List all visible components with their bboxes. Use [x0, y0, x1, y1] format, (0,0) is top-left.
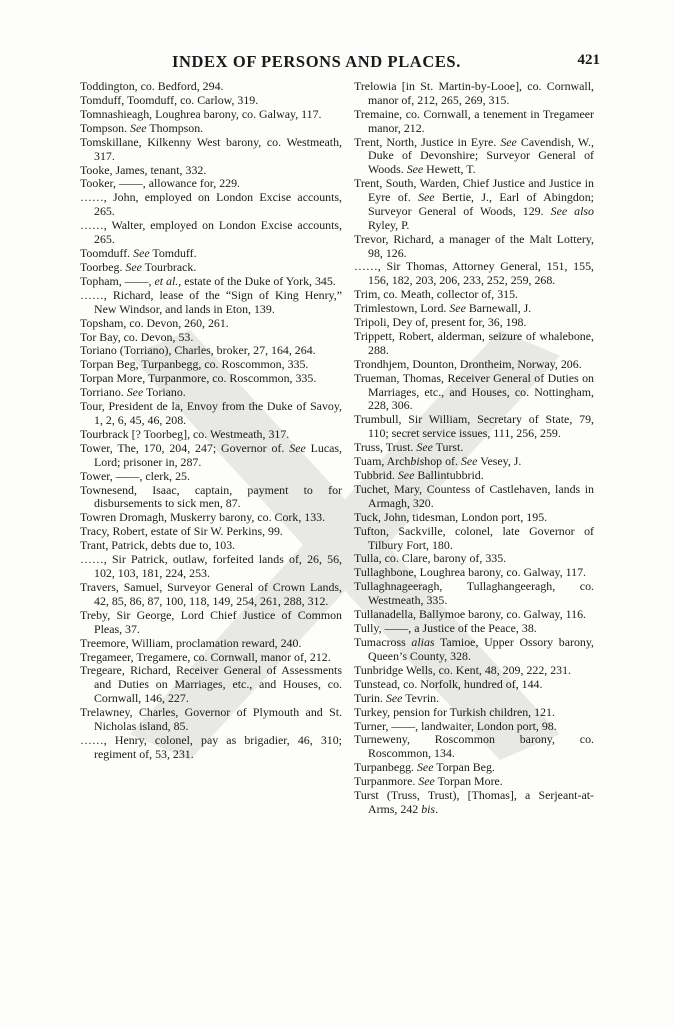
index-entry: Tufton, Sackville, colonel, late Governor of Tilbury Fort, 180. — [354, 523, 594, 552]
index-entry: Tully, ——, a Justice of the Peace, 38. — [354, 621, 537, 636]
index-entry: Tracy, Robert, estate of Sir W. Perkins, 99. — [80, 524, 283, 539]
index-entry: Torpan Beg, Turpanbegg, co. Roscommon, 335. — [80, 357, 309, 372]
index-entry: Tulla, co. Clare, barony of, 335. — [354, 551, 507, 566]
index-entry: Trippett, Robert, alderman, seizure of whalebone, 288. — [354, 329, 594, 357]
index-entry: Turner, ——, landwaiter, London port, 98. — [354, 718, 557, 733]
index-entry: Trelawney, Charles, Governor of Plymouth and St. Nicholas island, 85. — [80, 705, 342, 733]
index-entry: Townesend, Isaac, captain, payment to for disbursements to sick men, 87. — [80, 482, 342, 511]
index-entry: Treemore, William, proclamation reward, 240. — [80, 635, 302, 650]
index-entry: Turst (Truss, Trust), [Thomas], a Serjeant-at-Arms, 242 bis. — [354, 788, 594, 816]
index-entry: Tripoli, Dey of, present for, 36, 198. — [354, 315, 527, 330]
index-entry: Tomduff, Toomduff, co. Carlow, 319. — [80, 92, 259, 107]
index-entry: Tullanadella, Ballymoe barony, co. Galway, 116. — [354, 607, 587, 622]
index-entry: Toriano (Torriano), Charles, broker, 27, 164, 264. — [80, 343, 316, 358]
index-entry: Trumbull, Sir William, Secretary of State, 79, 110; secret service issues, 111, 256, 259. — [354, 412, 594, 441]
index-entry: Turkey, pension for Turkish children, 121. — [354, 704, 555, 719]
index-entry: Turpanbegg. See Torpan Beg. — [354, 760, 495, 775]
index-entry: Tunbridge Wells, co. Kent, 48, 209, 222, 231. — [354, 662, 572, 677]
index-entry: Tuam, Archbishop of. See Vesey, J. — [354, 454, 522, 469]
page-number: 421 — [577, 52, 600, 68]
index-entry: Truss, Trust. See Turst. — [354, 440, 464, 455]
index-entry: Tooker, ——, allowance for, 229. — [80, 176, 241, 191]
index-entry: Tor Bay, co. Devon, 53. — [80, 329, 194, 344]
index-entry: Tourbrack [? Toorbeg], co. Westmeath, 317. — [80, 426, 290, 441]
index-entry: Tour, President de la, Envoy from the Duke of Savoy, 1, 2, 6, 45, 46, 208. — [80, 399, 342, 428]
index-entry: Travers, Samuel, Surveyor General of Crown Lands, 42, 85, 86, 87, 100, 118, 149, 254, 261, 288, 312. — [80, 580, 342, 608]
index-entry: ……, John, employed on London Excise accounts, 265. — [80, 190, 342, 219]
index-entry: ……, Walter, employed on London Excise accounts, 265. — [80, 218, 342, 247]
index-entry: Tullaghnageeragh, Tullaghangeeragh, co. Westmeath, 335. — [354, 579, 594, 608]
index-entry: Tumacross alias Tamioe, Upper Ossory barony, Queen’s County, 328. — [354, 635, 594, 663]
index-entry: Tuchet, Mary, Countess of Castlehaven, lands in Armagh, 320. — [354, 481, 594, 510]
index-entry: Tullaghbone, Loughrea barony, co. Galway, 117. — [354, 565, 587, 580]
index-entry: Turpanmore. See Torpan More. — [354, 774, 503, 789]
index-entry: Turin. See Tevrin. — [354, 690, 440, 705]
index-entry: Trueman, Thomas, Receiver General of Duties on Marriages, etc., and Houses, co. Nottingham, 228, 306. — [354, 370, 594, 413]
index-entry: Tubbrid. See Ballintubbrid. — [354, 468, 484, 483]
index-column-left — [80, 80, 342, 762]
page-header — [80, 52, 600, 74]
index-entry: Treby, Sir George, Lord Chief Justice of Common Pleas, 37. — [80, 607, 342, 636]
index-entry: Trevor, Richard, a manager of the Malt Lottery, 98, 126. — [354, 231, 594, 260]
index-entry: Trent, North, Justice in Eyre. See Cavendish, W., Duke of Devonshire; Surveyor General of Woods. See Hewett, T. — [354, 134, 594, 177]
index-entry: Tregameer, Tregamere, co. Cornwall, manor of, 212. — [80, 649, 331, 664]
index-entry: Trant, Patrick, debts due to, 103. — [80, 538, 236, 553]
index-entry: Topsham, co. Devon, 260, 261. — [80, 315, 229, 330]
index-entry: Torpan More, Turpanmore, co. Roscommon, 335. — [80, 371, 317, 386]
index-entry: Tunstead, co. Norfolk, hundred of, 144. — [354, 676, 543, 691]
index-entry: ……, Richard, lease of the “Sign of King Henry,” New Windsor, and lands in Eton, 139. — [80, 287, 342, 316]
index-entry: Toomduff. See Tomduff. — [80, 245, 197, 260]
index-entry: ……, Sir Patrick, outlaw, forfeited lands of, 26, 56, 102, 103, 181, 224, 253. — [80, 552, 342, 581]
index-entry: Tuck, John, tidesman, London port, 195. — [354, 509, 548, 524]
index-entry: Trelowia [in St. Martin-by-Looe], co. Cornwall, manor of, 212, 265, 269, 315. — [354, 79, 594, 107]
index-entry: Tooke, James, tenant, 332. — [80, 162, 207, 177]
index-column-right — [354, 80, 594, 817]
index-entry: Tomskillane, Kilkenny West barony, co. Westmeath, 317. — [80, 134, 342, 163]
index-entry: Tower, ——, clerk, 25. — [80, 468, 190, 483]
index-entry: Trimlestown, Lord. See Barnewall, J. — [354, 301, 532, 316]
index-entry: Trim, co. Meath, collector of, 315. — [354, 287, 519, 302]
index-entry: ……, Henry, colonel, pay as brigadier, 46, 310; regiment of, 53, 231. — [80, 732, 342, 761]
index-entry: Tompson. See Thompson. — [80, 120, 204, 135]
index-entry: Towren Dromagh, Muskerry barony, co. Cork, 133. — [80, 510, 326, 525]
index-entry: Topham, ——, et al., estate of the Duke of York, 345. — [80, 273, 336, 288]
index-entry: Turneweny, Roscommon barony, co. Roscommon, 134. — [354, 732, 594, 761]
index-entry: ……, Sir Thomas, Attorney General, 151, 155, 156, 182, 203, 206, 233, 252, 259, 268. — [354, 259, 594, 288]
index-entry: Trondhjem, Dounton, Drontheim, Norway, 206. — [354, 356, 582, 371]
index-entry: Trent, South, Warden, Chief Justice and Justice in Eyre of. See Bertie, J., Earl of Abingdon; Surveyor General of Woods, 129. See also Ryley, P. — [354, 176, 595, 232]
index-entry: Tomnashieagh, Loughrea barony, co. Galway, 117. — [80, 106, 322, 121]
index-entry: Torriano. See Toriano. — [80, 385, 186, 400]
index-entry: Tregeare, Richard, Receiver General of Assessments and Duties on Marriages, etc., and Houses, co. Cornwall, 146, 227. — [80, 663, 342, 706]
index-entry: Tremaine, co. Cornwall, a tenement in Tregameer manor, 212. — [354, 106, 594, 135]
page-title: INDEX OF PERSONS AND PLACES. — [172, 52, 461, 71]
index-entry: Tower, The, 170, 204, 247; Governor of. See Lucas, Lord; prisoner in, 287. — [80, 440, 343, 469]
index-entry: Toddington, co. Bedford, 294. — [80, 79, 224, 93]
index-entry: Toorbeg. See Tourbrack. — [80, 259, 197, 274]
